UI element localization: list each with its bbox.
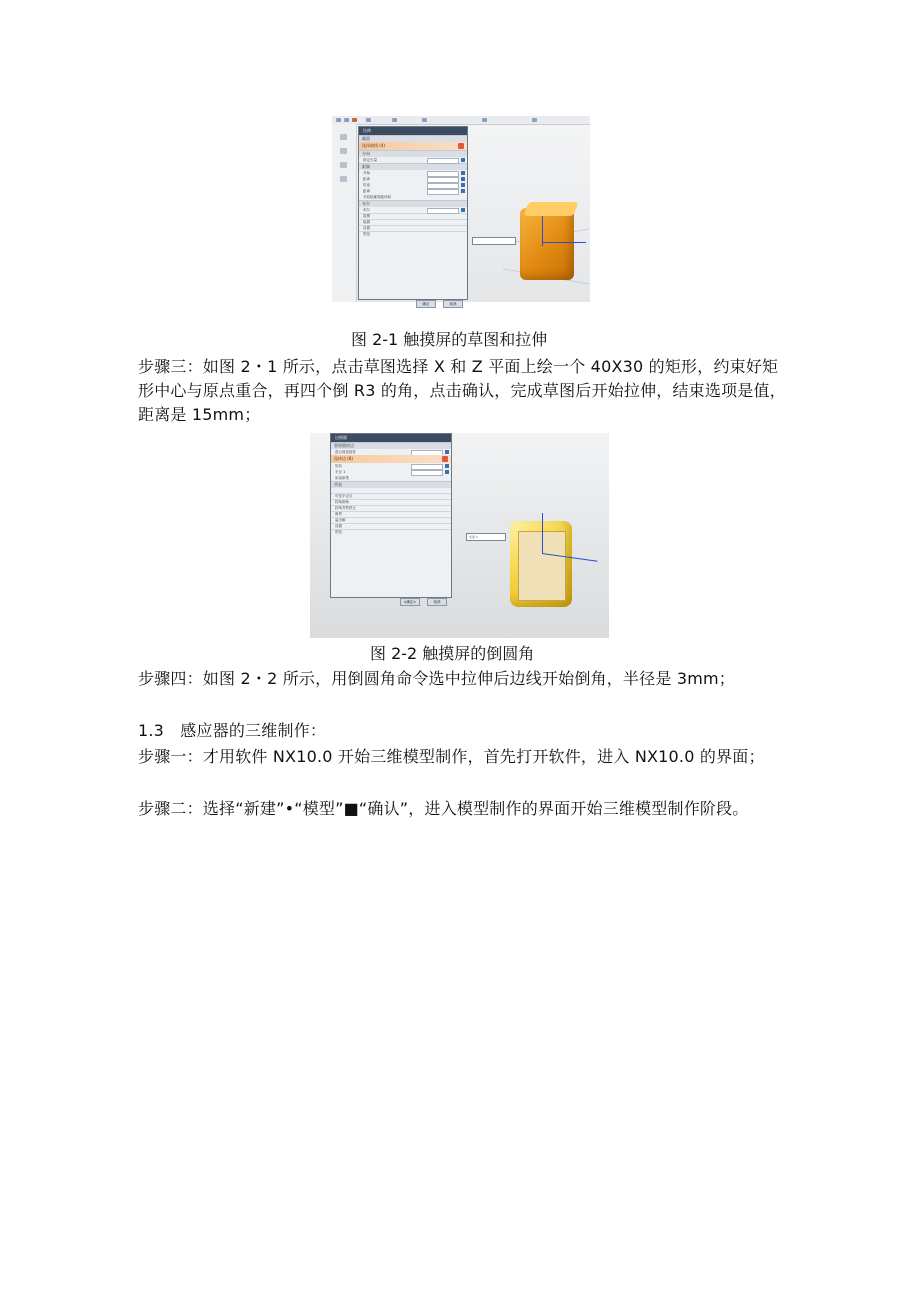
limit-label: 距离 bbox=[363, 177, 370, 181]
boolean-label: 布尔 bbox=[363, 208, 370, 212]
step1-paragraph: 步骤一：才用软件 NX10.0 开始三维模型制作，首先打开软件，进入 NX10.0 的界面； bbox=[138, 747, 765, 766]
limit-label: 结束 bbox=[363, 183, 370, 187]
dialog-buttons bbox=[414, 290, 463, 306]
resource-bar bbox=[332, 124, 357, 302]
toolbar-icon bbox=[352, 118, 357, 122]
collapsed-section[interactable]: 溢出解 bbox=[331, 517, 451, 523]
extruded-top-face bbox=[523, 202, 578, 216]
limit-button[interactable] bbox=[461, 189, 465, 193]
collapsed-section[interactable]: 拐角倒角 bbox=[331, 499, 451, 505]
extrude-dialog bbox=[358, 126, 468, 306]
collapsed-section[interactable]: 偏置 bbox=[359, 219, 467, 225]
toolbar-icon bbox=[366, 118, 371, 122]
boolean-row[interactable] bbox=[359, 207, 467, 213]
radius-button[interactable] bbox=[445, 470, 449, 474]
add-set-row[interactable] bbox=[331, 475, 451, 481]
limit-button[interactable] bbox=[461, 177, 465, 181]
section-header[interactable]: 截面 bbox=[359, 135, 467, 142]
checkbox-label: 开放轮廓智能体积 bbox=[363, 195, 391, 199]
section-header[interactable]: 方向 bbox=[359, 150, 467, 157]
select-curve-label: 选择曲线 (4) bbox=[362, 143, 385, 148]
dialog-buttons bbox=[398, 588, 447, 604]
limit-button[interactable] bbox=[461, 183, 465, 187]
limit-label: 开始 bbox=[363, 171, 370, 175]
ok-button[interactable]: <确定> bbox=[400, 598, 420, 606]
extruded-body bbox=[520, 208, 574, 280]
figure-extrude-screenshot bbox=[332, 116, 590, 306]
edge-select-icon[interactable] bbox=[442, 456, 448, 462]
section-header[interactable]: 要倒圆的边 bbox=[331, 442, 451, 449]
edge-blend-dialog bbox=[330, 433, 452, 604]
collapsed-section[interactable]: 预览 bbox=[359, 231, 467, 237]
collapsed-section[interactable]: 预览 bbox=[331, 529, 451, 535]
shape-button[interactable] bbox=[445, 464, 449, 468]
add-set-label: 添加新集 bbox=[335, 476, 349, 480]
rail-icon bbox=[340, 134, 347, 140]
toolbar-icon bbox=[392, 118, 397, 122]
select-edge-row[interactable] bbox=[331, 455, 451, 463]
vector-label: 指定矢量 bbox=[363, 158, 377, 162]
select-edge-label: 选择边 (8) bbox=[334, 456, 353, 461]
boolean-field[interactable] bbox=[427, 208, 459, 214]
collapsed-section[interactable]: 设置 bbox=[359, 225, 467, 231]
toolbar-icon bbox=[336, 118, 341, 122]
cancel-button[interactable]: 取消 bbox=[443, 300, 463, 308]
blend-continuity-button[interactable] bbox=[445, 450, 449, 454]
rail-icon bbox=[340, 148, 347, 154]
collapsed-section[interactable]: 可变半径点 bbox=[331, 493, 451, 499]
z-axis bbox=[542, 513, 543, 553]
collapsed-section[interactable]: 拔模 bbox=[359, 213, 467, 219]
vector-field[interactable] bbox=[427, 158, 459, 164]
dialog-title: 拉伸 bbox=[359, 127, 467, 135]
rail-icon bbox=[340, 162, 347, 168]
figure-blend-screenshot bbox=[310, 433, 609, 638]
limit-label: 距离 bbox=[363, 189, 370, 193]
collapsed-section[interactable]: 设置 bbox=[331, 523, 451, 529]
step3-paragraph: 步骤三：如图 2・1 所示，点击草图选择 X 和 Z 平面上绘一个 40X30 的矩形，约束好矩形中心与原点重合，再四个倒 R3 的角，点击确认，完成草图后开始拉伸，结束选项是值，距离是 15mm； bbox=[138, 357, 786, 424]
collapsed-section[interactable]: 修剪 bbox=[331, 511, 451, 517]
shape-label: 形状 bbox=[335, 464, 342, 468]
toolbar-icon bbox=[344, 118, 349, 122]
figure2-caption: 图 2-2 触摸屏的倒圆角 bbox=[370, 644, 535, 663]
blend-continuity-label: 混合面连续性 bbox=[335, 450, 356, 454]
toolbar-icon bbox=[422, 118, 427, 122]
checkbox-row[interactable] bbox=[359, 194, 467, 200]
section-heading-1-3: 1.3 感应器的三维制作： bbox=[138, 721, 327, 740]
radius-screen-input[interactable]: 半径 1 bbox=[466, 533, 506, 541]
boolean-button[interactable] bbox=[461, 208, 465, 212]
x-axis bbox=[542, 242, 586, 243]
ok-button[interactable]: 确定 bbox=[416, 300, 436, 308]
toolbar-icon bbox=[482, 118, 487, 122]
collapsed-section[interactable]: 拐角突然停止 bbox=[331, 505, 451, 511]
step4-paragraph: 步骤四：如图 2・2 所示，用倒圆角命令选中拉伸后边线开始倒角，半径是 3mm； bbox=[138, 669, 735, 688]
rail-icon bbox=[340, 176, 347, 182]
radius-label: 半径 1 bbox=[335, 470, 346, 474]
cancel-button[interactable]: 取消 bbox=[427, 598, 447, 606]
distance-input[interactable] bbox=[472, 237, 516, 245]
select-curve-row[interactable] bbox=[359, 142, 467, 150]
nx-toolbar bbox=[332, 116, 590, 125]
vector-button[interactable] bbox=[461, 158, 465, 162]
sketch-icon[interactable] bbox=[458, 143, 464, 149]
list-header[interactable]: 列表 bbox=[331, 481, 451, 488]
limit-button[interactable] bbox=[461, 171, 465, 175]
blended-body bbox=[510, 521, 572, 607]
vector-row[interactable] bbox=[359, 157, 467, 163]
step2-paragraph: 步骤二：选择“新建”•“模型”■“确认”，进入模型制作的界面开始三维模型制作阶段。 bbox=[138, 799, 749, 818]
toolbar-icon bbox=[532, 118, 537, 122]
figure1-caption: 图 2-1 触摸屏的草图和拉伸 bbox=[351, 330, 548, 349]
section-header[interactable]: 限制 bbox=[359, 163, 467, 170]
section-header[interactable]: 布尔 bbox=[359, 200, 467, 207]
dialog-title: 边倒圆 bbox=[331, 434, 451, 442]
